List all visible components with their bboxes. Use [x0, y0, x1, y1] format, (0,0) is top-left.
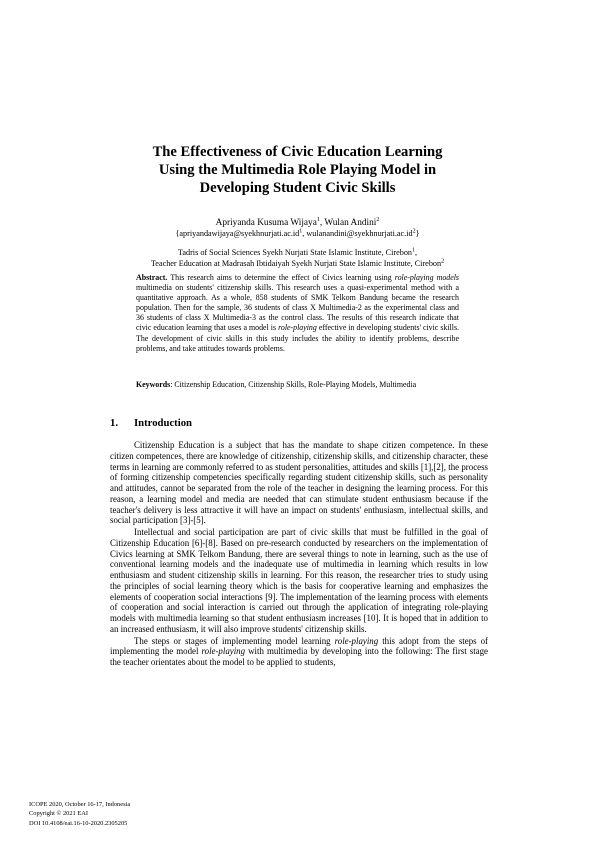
abstract-italic-2: role-playing [278, 323, 317, 333]
title-line-2: Using the Multimedia Role Playing Model in [158, 162, 437, 178]
affiliations [0, 247, 595, 269]
title-line-3: Developing Student Civic Skills [199, 180, 396, 196]
email-1-mark: 1 [299, 228, 303, 235]
abstract-text-2: multimedia on students' citizenship skills. This research uses a quasi-experimental method with a quantitative approach. As a whole, 858 students of SMK Telkom Bandung became the research population. Then for the sample, 36 students of class X Multimedia-2 as the experimental class and 36 students of class X Multimedia-3 as the control class. The results of this research indicate that civic education learning that uses a model is [136, 283, 459, 333]
author-list [0, 218, 595, 229]
author-2-affil-mark: 2 [376, 216, 380, 223]
paragraph-2: Intellectual and social participation are part of civic skills that must be fulfilled in the goal of Citizenship Education [6]-[8]. Based on pre-research conducted by researchers on the implementation of Civics learning at SMK Telkom Bandung, there are several things to note in learning, such as the use of conventional learning models and the inadequate use of multimedia in learning which results in low enthusiasm and student citizenship skills in learning. For this reason, the researcher tries to study using the principles of social learning theory which is the basis for cooperative learning and emphasizes the elements of cooperation social interactions [9]. The implementation of the learning process with elements of cooperation and social interaction is carried out through the application of integrating role-playing models with multimedia learning so that student enthusiasm increases [10]. It is hoped that in addition to an increased enthusiasm, it will also improve students' citizenship skills. [110, 527, 488, 634]
affiliation-1 [0, 247, 595, 258]
paragraph-3-italic-1: role-playing [334, 635, 379, 646]
author-1-affil-mark: 1 [316, 216, 320, 223]
body-text [110, 440, 488, 668]
abstract-italic-1: role-playing models [394, 273, 459, 282]
abstract-text-1: This research aims to determine the effect of Civics learning using [167, 273, 395, 282]
paper-title [70, 143, 525, 197]
keywords-text: : Citizenship Education, Citizenship Skills, Role-Playing Models, Multimedia [170, 380, 417, 389]
email-close-brace: } [415, 229, 420, 238]
affiliation-2-mark: 2 [441, 258, 445, 265]
abstract-text-3: effective in developing students' civic skills. The development of civic skills in this study includes the ability to identify problems, describe problems, and take attitudes towards problems. [136, 323, 459, 353]
paragraph-3 [110, 636, 488, 668]
paragraph-1: Citizenship Education is a subject that has the mandate to shape citizen competence. In these citizen competences, there are knowledge of citizenship, citizenship skills, and citizenship character, these terms in learning are commonly referred to as student personalities, attitudes and skills [1],[2], the process of forming citizenship competencies specifically regarding student citizenship skills, such as personality and attitudes, cannot be separated from the role of the teacher in designing the learning process. For this reason, a learning model and media are needed that can stimulate student enthusiasm because if the teacher's delivery is less attractive it will have an impact on students' enthusiasm, intellectual skills, and social participation [3]-[5]. [110, 440, 488, 526]
section-number: 1. [110, 417, 119, 429]
footer-doi[interactable]: DOI 10.4108/eai.16-10-2020.2305205 [29, 819, 128, 827]
affiliation-1-mark: 1 [412, 247, 416, 254]
affiliation-1-text: Tadris of Social Sciences Syekh Nurjati State Islamic Institute, Cirebon [177, 248, 413, 257]
email-1[interactable]: apriyandawijaya@syekhnurjati.ac.id [179, 229, 300, 238]
affiliation-1-end: , [415, 248, 418, 257]
author-separator: , [319, 218, 325, 228]
paragraph-3-italic-2: role-playing [201, 646, 246, 657]
section-title: Introduction [134, 417, 193, 429]
email-open-brace: { [175, 229, 180, 238]
paragraph-3-text-2: this adopt from the steps of implementing the model [110, 635, 488, 657]
author-2: Wulan Andini [324, 218, 377, 228]
footer-copyright: Copyright © 2021 EAI [29, 810, 88, 818]
section-heading [110, 417, 192, 430]
keywords-label: Keywords [136, 380, 171, 389]
affiliation-2 [0, 258, 595, 269]
paragraph-3-text-3: with multimedia by developing into the following: The first stage the teacher orientates about the model to be applied to students, [110, 646, 488, 667]
affiliation-2-text: Teacher Education at Madrasah Ibtidaiyah Syekh Nurjati State Islamic Institute, Cirebon [150, 259, 442, 268]
abstract-label: Abstract. [136, 273, 168, 282]
footer-conference: ICOPE 2020, October 16-17, Indonesia [29, 801, 131, 808]
title-line-1: The Effectiveness of Civic Education Learning [152, 144, 443, 160]
author-1: Apriyanda Kusuma Wijaya [215, 218, 317, 228]
paragraph-3-text-1: The steps or stages of implementing model learning [134, 635, 335, 646]
email-separator: , [302, 229, 307, 238]
abstract [136, 273, 459, 354]
email-2[interactable]: wulanandini@syekhnurjati.ac.id [306, 229, 413, 238]
email-2-mark: 2 [412, 228, 416, 235]
author-emails [0, 229, 595, 239]
keywords [136, 380, 459, 390]
page-footer [29, 800, 130, 828]
